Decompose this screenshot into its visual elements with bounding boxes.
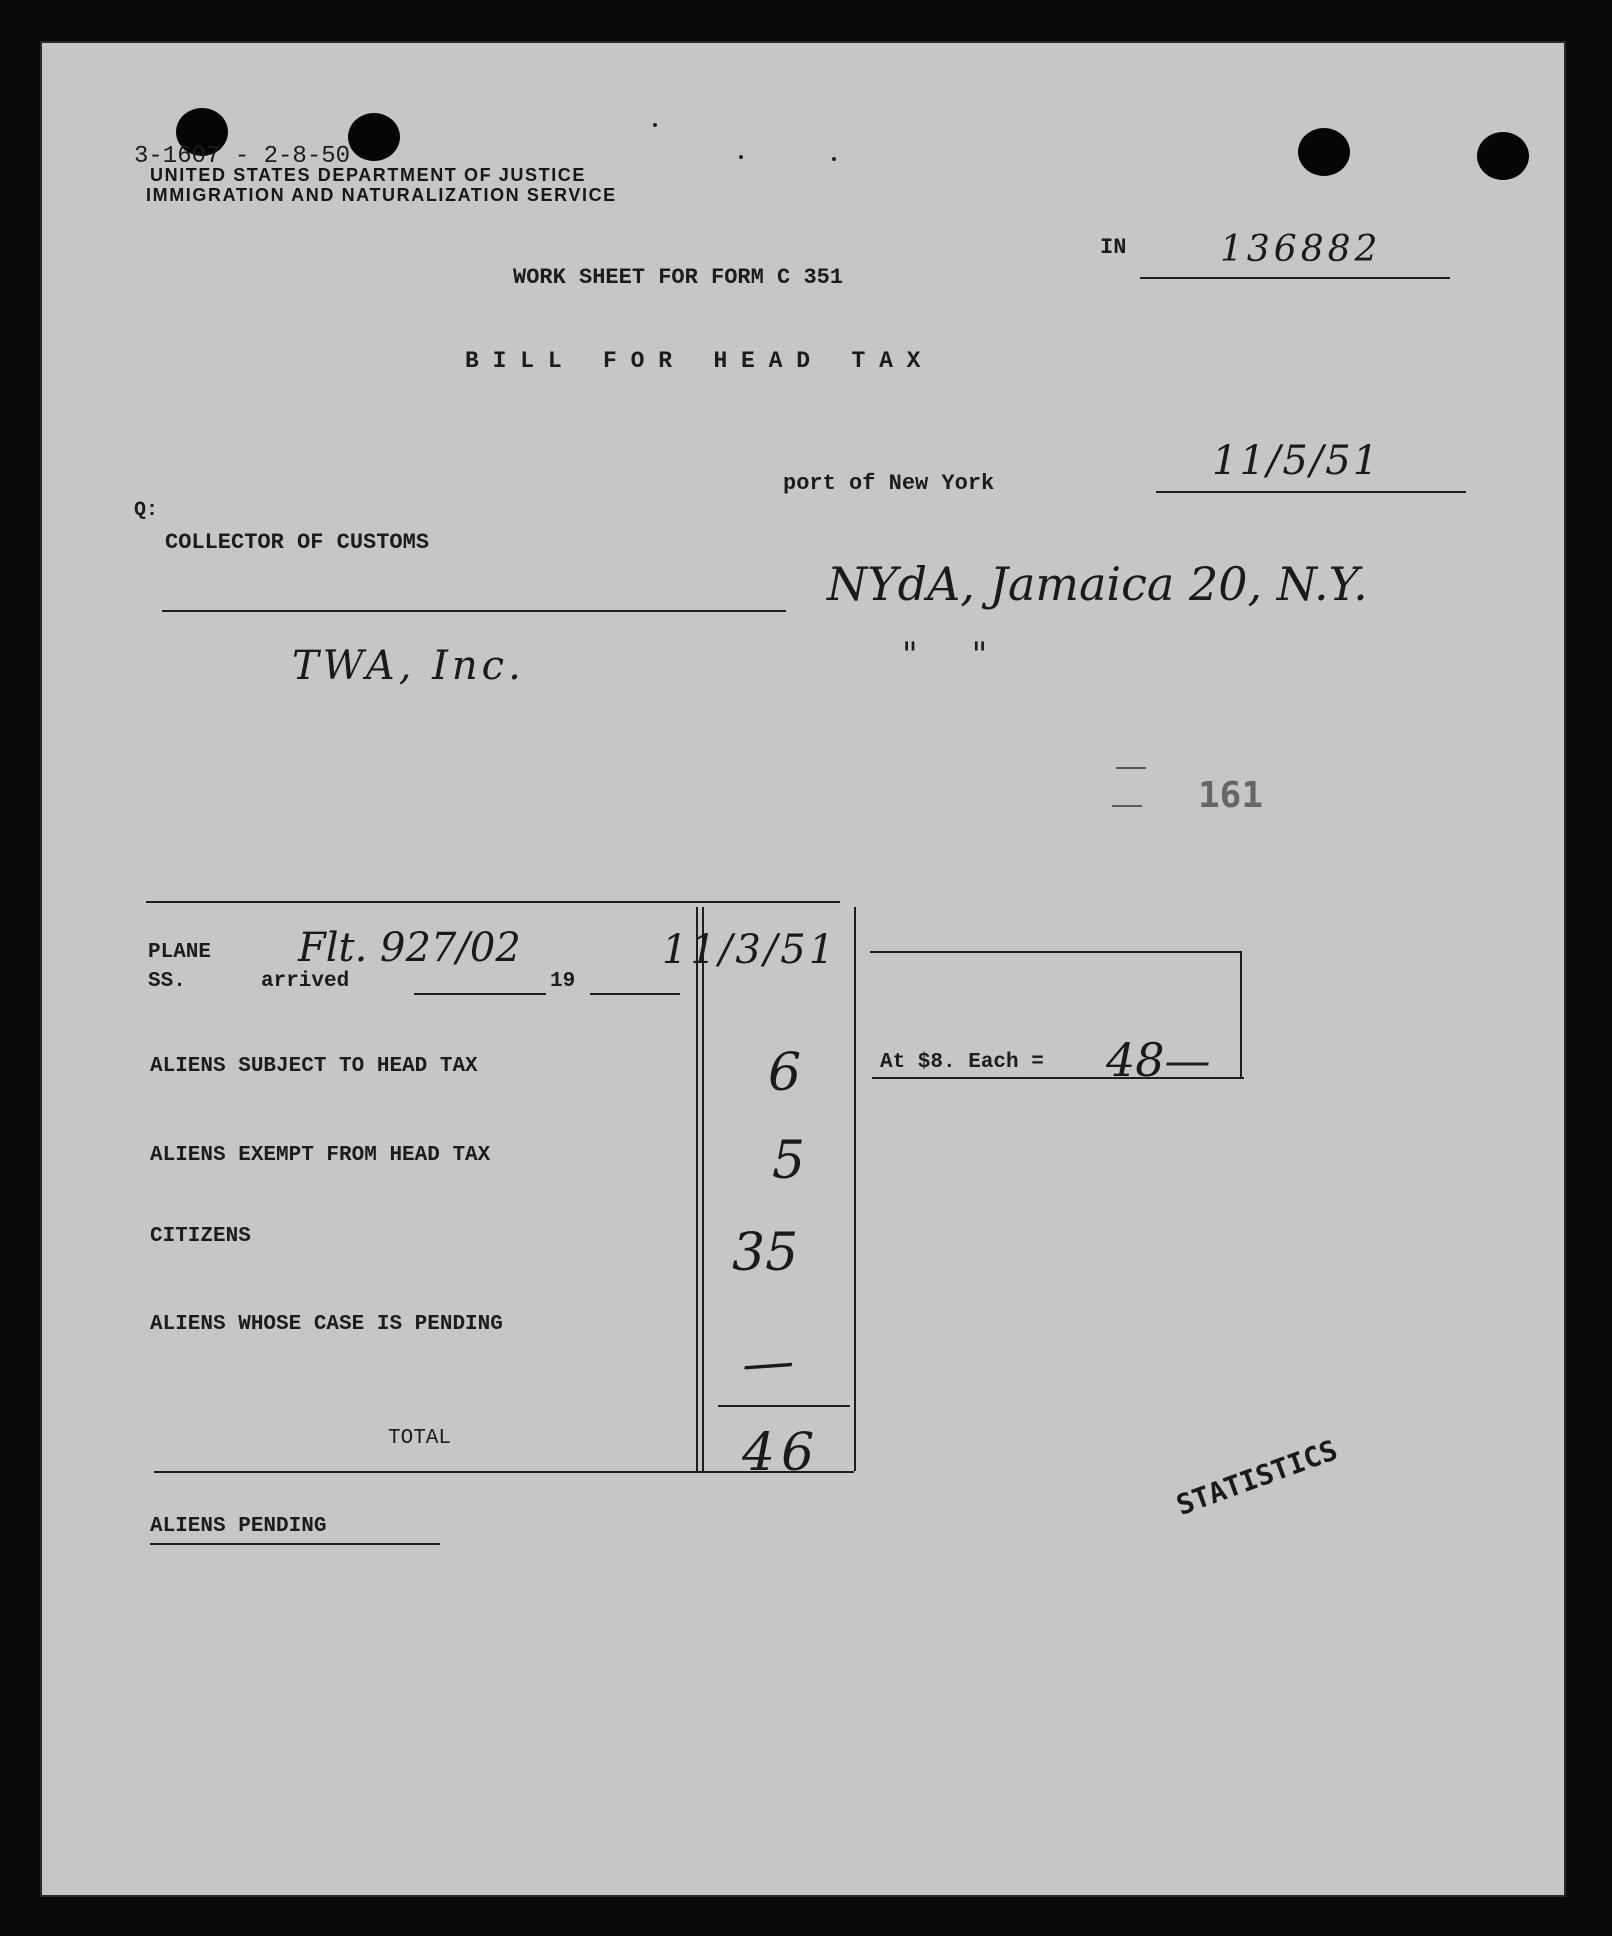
row-value-citizens: 35 bbox=[732, 1223, 799, 1283]
worksheet-title: WORK SHEET FOR FORM C 351 bbox=[513, 265, 844, 290]
arrived-label: arrived bbox=[261, 970, 350, 993]
year-prefix: 19 bbox=[550, 970, 576, 993]
row-label-subject-to-tax: ALIENS SUBJECT TO HEAD TAX bbox=[150, 1055, 478, 1078]
form-code: 3-1607 - 2-8-50 bbox=[134, 143, 351, 170]
row-label-pending: ALIENS WHOSE CASE IS PENDING bbox=[150, 1313, 503, 1336]
stamp-dash bbox=[1112, 805, 1142, 807]
rate-underline bbox=[872, 1077, 1244, 1079]
row-label-exempt: ALIENS EXEMPT FROM HEAD TAX bbox=[150, 1144, 491, 1167]
row-value-pending: — bbox=[739, 1331, 797, 1395]
collector-underline bbox=[162, 610, 786, 612]
ss-label: SS. bbox=[148, 970, 186, 993]
bill-title: B I L L F O R H E A D T A X bbox=[465, 348, 921, 374]
aliens-pending-label: ALIENS PENDING bbox=[150, 1515, 327, 1538]
arrived-underline bbox=[414, 993, 546, 995]
ditto-marks: " " bbox=[902, 635, 988, 675]
aliens-pending-underline bbox=[150, 1543, 440, 1545]
stamp-number: 161 bbox=[1198, 775, 1264, 816]
table-bottom-rule bbox=[154, 1471, 854, 1473]
row-label-citizens: CITIZENS bbox=[150, 1225, 251, 1248]
in-number: 136882 bbox=[1220, 229, 1382, 270]
total-value: 46 bbox=[742, 1423, 821, 1483]
speck bbox=[739, 155, 743, 159]
in-label: IN bbox=[1100, 235, 1127, 260]
rate-box-top bbox=[870, 951, 1242, 953]
table-top-rule bbox=[146, 901, 840, 903]
rate-total: 48— bbox=[1106, 1033, 1211, 1087]
statistics-stamp: STATISTICS bbox=[1172, 1433, 1342, 1523]
stamp-dash bbox=[1116, 767, 1146, 769]
speck bbox=[832, 157, 836, 161]
rate-label: At $8. Each = bbox=[880, 1051, 1044, 1074]
year-underline bbox=[590, 993, 680, 995]
table-right-edge bbox=[854, 907, 856, 1471]
table-divider-left bbox=[696, 907, 698, 1473]
document-page bbox=[40, 41, 1566, 1897]
rate-box-right bbox=[1240, 951, 1242, 1079]
row-value-exempt: 5 bbox=[772, 1131, 806, 1191]
agency-line-2: IMMIGRATION AND NATURALIZATION SERVICE bbox=[146, 185, 617, 205]
punch-hole bbox=[348, 113, 400, 161]
punch-hole bbox=[1477, 132, 1529, 180]
collector-label: COLLECTOR OF CUSTOMS bbox=[165, 530, 430, 555]
plane-label: PLANE bbox=[148, 941, 212, 964]
speck bbox=[653, 123, 657, 127]
arrival-date: 11/3/51 bbox=[662, 927, 838, 973]
flight-number: Flt. 927/02 bbox=[298, 925, 521, 971]
port-label: port of New York bbox=[783, 471, 995, 496]
collector-address: NYdA, Jamaica 20, N.Y. bbox=[827, 557, 1368, 611]
agency-line-1: UNITED STATES DEPARTMENT OF JUSTICE bbox=[150, 165, 587, 185]
total-separator bbox=[718, 1405, 850, 1407]
punch-hole bbox=[1298, 128, 1350, 176]
row-value-subject-to-tax: 6 bbox=[768, 1043, 802, 1103]
carrier-name: TWA, Inc. bbox=[292, 643, 525, 689]
in-number-underline bbox=[1140, 277, 1450, 279]
table-divider-left-2 bbox=[702, 907, 704, 1473]
date-field: 11/5/51 bbox=[1212, 438, 1381, 484]
date-underline bbox=[1156, 491, 1466, 493]
to-label: Q: bbox=[134, 499, 159, 522]
total-label: TOTAL bbox=[388, 1427, 452, 1450]
